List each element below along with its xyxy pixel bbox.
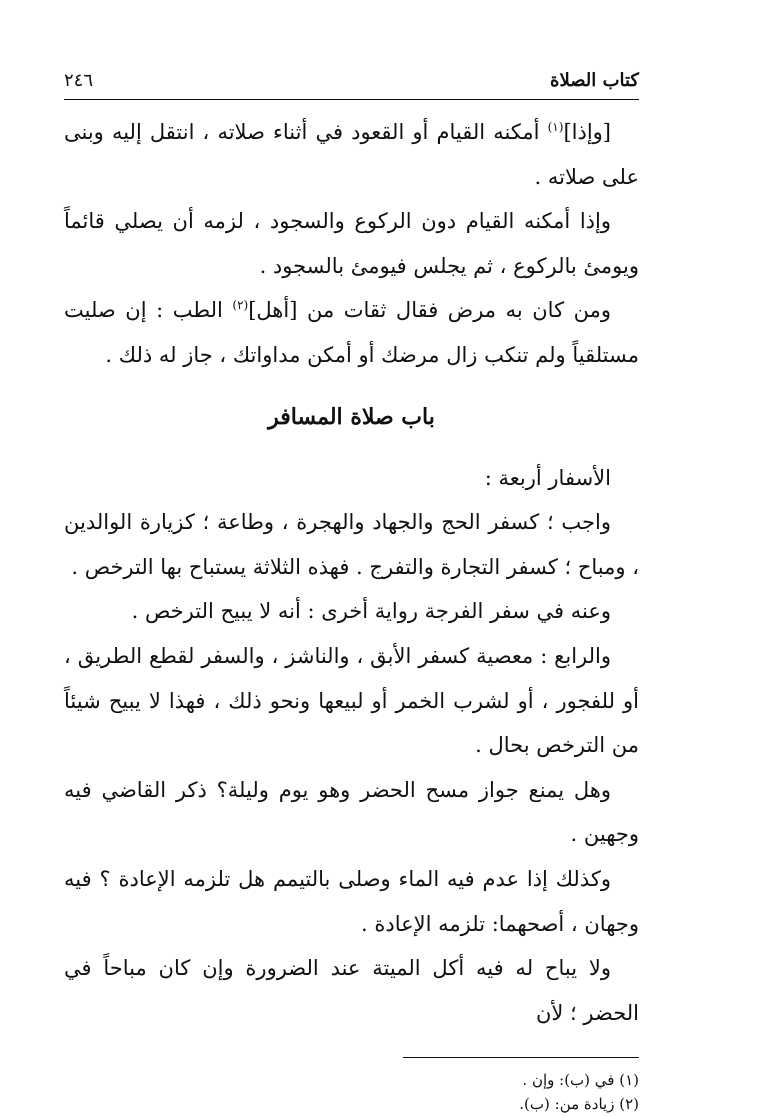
paragraph (64, 288, 639, 377)
book-page (64, 70, 639, 1116)
paragraph: ولا يباح له فيه أكل الميتة عند الضرورة وإن كان مباحاً في الحضر ؛ لأن (64, 956, 639, 1025)
paragraph: وإذا أمكنه القيام دون الركوع والسجود ، لزمه أن يصلي قائماً ويومئ بالركوع ، ثم يجلس فيومئ بالسجود . (64, 209, 639, 278)
main-text (64, 110, 639, 1035)
paragraph-text: الطب : إن صليت مستلقياً ولم تنكب زال مرضك أو أمكن مداواتك ، جاز له ذلك . (64, 298, 639, 367)
paragraph: والرابع : معصية كسفر الأبق ، والناشز ، والسفر لقطع الطريق ، أو للفجور ، أو لشرب الخمر أو لبيعها ونحو ذلك ، فهذا لا يبيح شيئاً من الترخص بحال . (64, 643, 639, 758)
paragraph (64, 110, 639, 199)
chapter-title: كتاب الصلاة (550, 70, 639, 91)
paragraph: واجب ؛ كسفر الحج والجهاد والهجرة ، وطاعة ؛ كزيارة الوالدين ، ومباح ؛ كسفر التجارة والتفرج . فهذه الثلاثة يستباح بها الترخص . (64, 510, 639, 579)
footnote-divider (403, 1057, 639, 1058)
paragraph-text: [وإذا] (563, 120, 611, 144)
footnotes (64, 1068, 639, 1116)
footnote: (٢) زيادة من: (ب). (519, 1095, 639, 1114)
footnote-marker: (٢) (232, 298, 249, 313)
paragraph-text: ومن كان به مرض فقال ثقات من [أهل] (248, 298, 611, 323)
page-number: ٢٤٦ (64, 70, 94, 91)
paragraph: وعنه في سفر الفرجة رواية أخرى : أنه لا يبيح الترخص . (131, 599, 611, 624)
paragraph: وهل يمنع جواز مسح الحضر وهو يوم وليلة؟ ذكر القاضي فيه وجهين . (64, 777, 639, 847)
footnote-marker: (١) (547, 120, 564, 134)
paragraph-text: أمكنه القيام أو القعود في أثناء صلاته ، انتقل إليه وبنى على صلاته . (64, 120, 639, 189)
section-heading: باب صلاة المسافر (268, 403, 435, 430)
running-header (64, 70, 639, 100)
paragraph: الأسفار أربعة : (484, 465, 611, 490)
paragraph: وكذلك إذا عدم فيه الماء وصلى بالتيمم هل تلزمه الإعادة ؟ فيه وجهان ، أصحهما: تلزمه الإعادة . (64, 866, 639, 936)
footnote: (١) في (ب): وإن . (522, 1071, 639, 1090)
